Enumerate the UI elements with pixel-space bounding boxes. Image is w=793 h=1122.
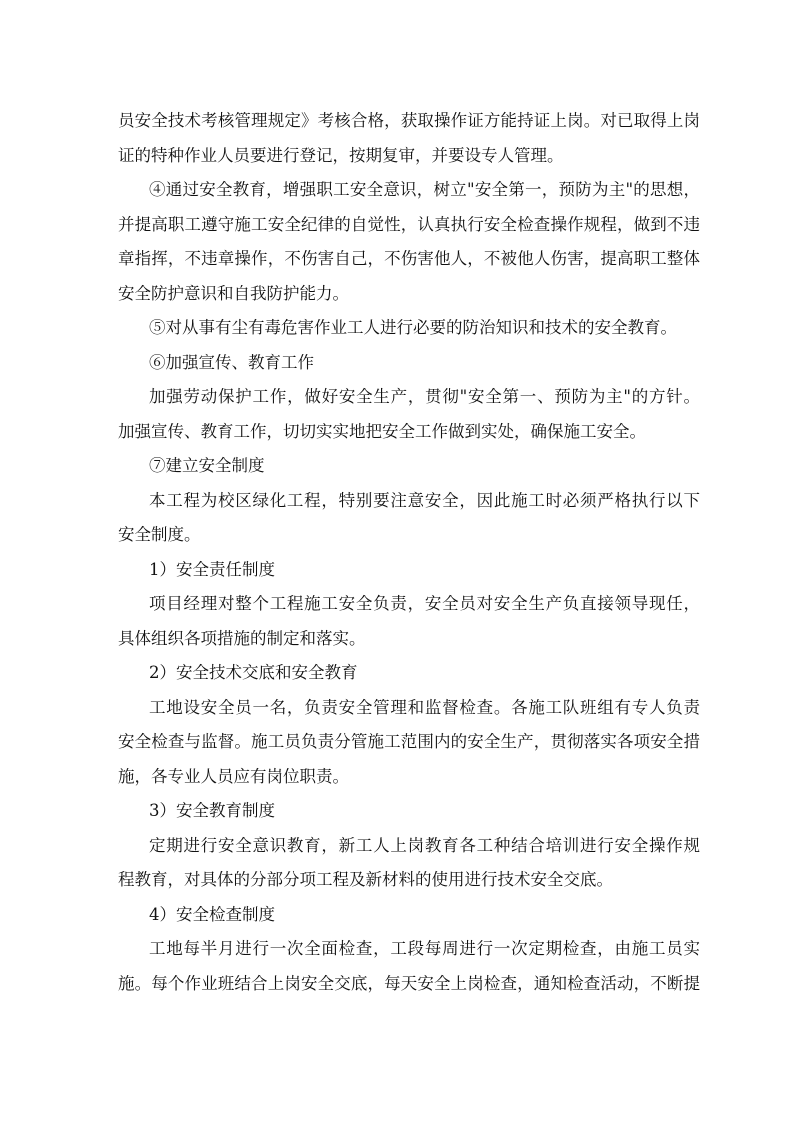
paragraph [118, 656, 700, 691]
text-line: 加强劳动保护工作，做好安全生产，贯彻"安全第一、预防为主"的方针。 [149, 387, 700, 406]
text-line: 本工程为校区绿化工程，特别要注意安全，因此施工时必须严格执行以下 [149, 490, 700, 510]
text-line: 工地每半月进行一次全面检查，工段每周进行一次定期检查，由施工员实 [149, 939, 700, 958]
paragraph [118, 829, 700, 898]
text-line: 2）安全技术交底和安全教育 [149, 663, 358, 682]
text-line: 安全制度。 [118, 525, 201, 544]
paragraph [118, 380, 700, 449]
text-line: 施。每个作业班结合上岗安全交底，每天安全上岗检查，通知检查活动，不断提 [118, 973, 700, 993]
text-line: 定期进行安全意识教育，新工人上岗教育各工种结合培训进行安全操作规 [149, 835, 700, 855]
text-line: 1）安全责任制度 [149, 559, 275, 579]
text-line: 项目经理对整个工程施工安全负责，安全员对安全生产负直接领导现任， [149, 594, 700, 613]
text-line: ⑥加强宣传、教育工作 [149, 352, 314, 372]
paragraph [118, 449, 700, 484]
text-line: 章指挥，不违章操作，不伤害自己，不伤害他人，不被他人伤害，提高职工整体 [118, 249, 700, 268]
paragraph [118, 794, 700, 829]
text-line: 4）安全检查制度 [149, 904, 275, 924]
text-line: 程教育，对具体的分部分项工程及新材料的使用进行技术安全交底。 [118, 870, 613, 889]
paragraph [118, 311, 700, 346]
text-line: 工地设安全员一名，负责安全管理和监督检查。各施工队班组有专人负责 [149, 697, 700, 717]
paragraph [118, 587, 700, 656]
text-line: 证的特种作业人员要进行登记，按期复审，并要设专人管理。 [118, 145, 564, 165]
text-line: 安全检查与监督。施工员负责分管施工范围内的安全生产，贯彻落实各项安全措 [118, 732, 700, 751]
paragraph [118, 346, 700, 381]
text-line: 并提高职工遵守施工安全纪律的自觉性，认真执行安全检查操作规程，做到不违 [118, 214, 700, 234]
text-line: ④通过安全教育，增强职工安全意识，树立"安全第一，预防为主"的思想， [149, 180, 700, 199]
text-line: 具体组织各项措施的制定和落实。 [118, 628, 366, 648]
text-line: ⑦建立安全制度 [149, 456, 265, 475]
document-page [118, 104, 700, 1001]
paragraph [118, 173, 700, 311]
text-line: 加强宣传、教育工作，切切实实地把安全工作做到实处，确保施工安全。 [118, 421, 646, 441]
paragraph [118, 691, 700, 795]
paragraph [118, 104, 700, 173]
text-line: 安全防护意识和自我防护能力。 [118, 283, 349, 303]
paragraph [118, 932, 700, 1001]
paragraph [118, 553, 700, 588]
text-line: 员安全技术考核管理规定》考核合格，获取操作证方能持证上岗。对已取得上岗 [118, 111, 700, 130]
text-line: ⑤对从事有尘有毒危害作业工人进行必要的防治知识和技术的安全教育。 [149, 318, 677, 337]
paragraph [118, 484, 700, 553]
text-line: 3）安全教育制度 [149, 801, 275, 820]
text-line: 施，各专业人员应有岗位职责。 [118, 766, 349, 786]
paragraph [118, 898, 700, 933]
